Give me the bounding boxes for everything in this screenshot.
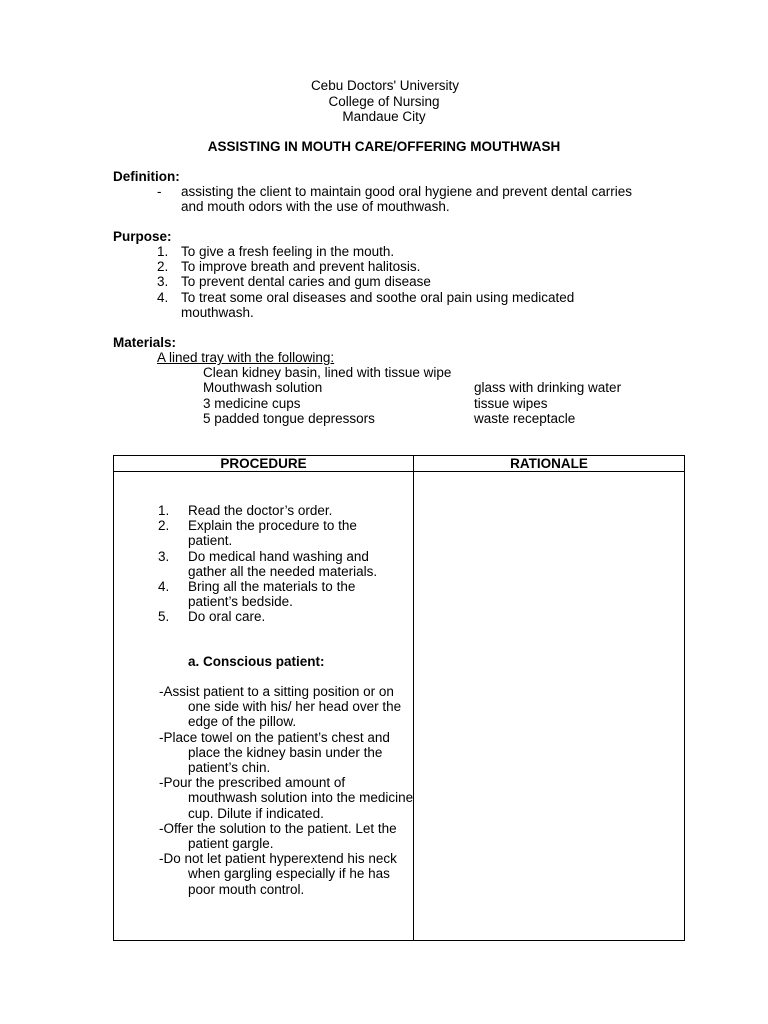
table-header-row [114, 456, 685, 472]
purpose-item-text: To prevent dental caries and gum disease [181, 274, 431, 290]
conscious-patient-step: -Place towel on the patient’s chest and place the kidney basin under the patient’s chin. [159, 729, 390, 776]
definition-dash: - [157, 184, 162, 199]
procedure-step [158, 549, 398, 579]
material-item: 5 padded tongue depressors [203, 410, 375, 426]
step-number: 4. [158, 579, 170, 595]
step-number: 1. [158, 503, 170, 518]
city-name: Mandaue City [342, 109, 426, 124]
procedure-step [158, 503, 398, 518]
purpose-item-number: 3. [157, 274, 169, 290]
purpose-label: Purpose: [113, 229, 172, 244]
purpose-item-number: 2. [157, 259, 169, 275]
rationale-column-header: RATIONALE [414, 456, 685, 472]
conscious-patient-heading: a. Conscious patient: [188, 654, 325, 669]
material-item: glass with drinking water [474, 380, 622, 396]
procedure-step [158, 609, 398, 624]
purpose-item-number: 4. [157, 289, 169, 305]
material-item: Mouthwash solution [203, 380, 323, 396]
step-number: 3. [158, 548, 170, 564]
step-text: Do medical hand washing and gather all the needed materials. [188, 548, 378, 579]
document-title: ASSISTING IN MOUTH CARE/OFFERING MOUTHWASH [207, 139, 561, 154]
material-item: tissue wipes [474, 395, 548, 411]
step-text: Do oral care. [188, 609, 266, 625]
materials-label: Materials: [113, 335, 177, 350]
purpose-item [157, 290, 631, 320]
material-item: Clean kidney basin, lined with tissue wipe [203, 365, 452, 380]
definition-text: assisting the client to maintain good oral hygiene and prevent dental carries and mouth odors with the use of mouthwash. [181, 184, 633, 215]
material-item: waste receptacle [474, 410, 576, 426]
material-item: 3 medicine cups [203, 395, 301, 411]
college-name: College of Nursing [328, 93, 440, 109]
purpose-item-text: To give a fresh feeling in the mouth. [181, 244, 395, 259]
institution-header [0, 78, 768, 125]
purpose-item [157, 259, 631, 274]
step-text: Bring all the materials to the patient’s bedside. [188, 579, 356, 610]
materials-subheading: A lined tray with the following: [157, 350, 335, 365]
university-name: Cebu Doctors' University [310, 78, 460, 93]
step-text: Explain the procedure to the patient. [188, 518, 357, 549]
table-body-row [114, 472, 685, 941]
procedure-table [113, 455, 685, 941]
conscious-patient-step: -Offer the solution to the patient. Let the patient gargle. [159, 820, 397, 852]
procedure-cell [114, 472, 414, 941]
step-number: 2. [158, 518, 170, 534]
step-text: Read the doctor’s order. [188, 503, 333, 518]
procedure-column-header: PROCEDURE [114, 456, 414, 472]
conscious-patient-step: -Assist patient to a sitting position or on one side with his/ her head over the edge of the pillow. [159, 684, 402, 730]
purpose-item-number: 1. [157, 244, 169, 259]
conscious-patient-steps [159, 684, 414, 897]
step-number: 5. [158, 609, 170, 625]
procedure-step [158, 579, 398, 609]
purpose-item-text: To improve breath and prevent halitosis. [181, 259, 421, 275]
procedure-step [158, 518, 398, 548]
rationale-cell [414, 472, 685, 941]
procedure-steps [158, 503, 398, 625]
conscious-patient-step: -Do not let patient hyperextend his neck when gargling especially if he has poor mouth control. [159, 851, 397, 897]
conscious-patient-step: -Pour the prescribed amount of mouthwash solution into the medicine cup. Dilute if indicated. [159, 775, 414, 821]
purpose-item [157, 274, 631, 289]
purpose-item-text: To treat some oral diseases and soothe oral pain using medicated mouthwash. [181, 289, 575, 320]
definition-label: Definition: [113, 169, 180, 184]
purpose-list [157, 244, 631, 320]
purpose-item [157, 244, 631, 259]
